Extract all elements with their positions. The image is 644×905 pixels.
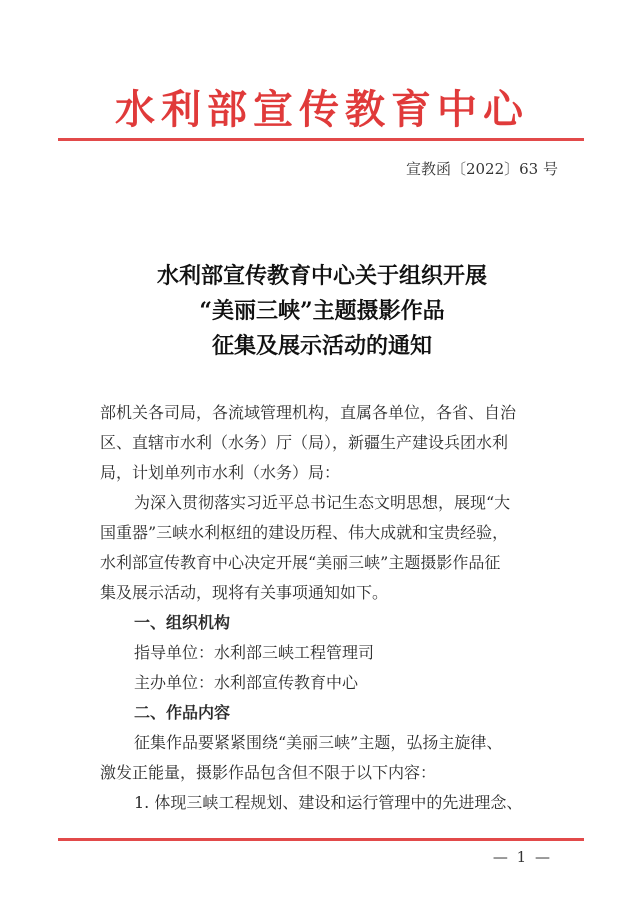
body-line-addressees-3: 局，计划单列市水利（水务）局： <box>100 463 341 482</box>
notice-title <box>0 259 644 364</box>
body-line-content-1: 征集作品要紧紧围绕“美丽三峡”主题，弘扬主旋律、 <box>134 733 503 752</box>
section-heading-organization: 一、组织机构 <box>134 613 231 632</box>
body-line-addressees-1: 部机关各司局，各流域管理机构，直属各单位，各省、自治 <box>100 403 517 422</box>
page-number: — 1 — <box>492 848 552 866</box>
notice-body <box>100 398 556 818</box>
body-line-host-unit: 主办单位：水利部宣传教育中心 <box>134 673 359 692</box>
notice-title-line-3: 征集及展示活动的通知 <box>211 333 432 359</box>
body-line-guiding-unit: 指导单位：水利部三峡工程管理司 <box>134 643 375 662</box>
section-heading-content: 二、作品内容 <box>134 703 231 722</box>
body-line-item-1: 1. 体现三峡工程规划、建设和运行管理中的先进理念、 <box>134 793 523 812</box>
org-header-title: 水利部宣传教育中心 <box>115 86 529 133</box>
red-footer-rule <box>58 838 584 841</box>
red-header-rule <box>58 138 584 141</box>
body-line-intro-3: 水利部宣传教育中心决定开展“美丽三峡”主题摄影作品征 <box>100 553 501 572</box>
body-line-content-2: 激发正能量，摄影作品包含但不限于以下内容： <box>100 763 437 782</box>
notice-title-line-1: 水利部宣传教育中心关于组织开展 <box>156 263 487 289</box>
document-number: 宣教函〔2022〕63 号 <box>405 160 558 178</box>
body-line-intro-2: 国重器”三峡水利枢纽的建设历程、伟大成就和宝贵经验， <box>100 523 509 542</box>
body-line-intro-4: 集及展示活动，现将有关事项通知如下。 <box>100 583 389 602</box>
body-line-intro-1: 为深入贯彻落实习近平总书记生态文明思想，展现“大 <box>134 493 511 512</box>
notice-title-line-2: “美丽三峡”主题摄影作品 <box>199 298 445 324</box>
body-line-addressees-2: 区、直辖市水利（水务）厅（局），新疆生产建设兵团水利 <box>100 433 509 452</box>
